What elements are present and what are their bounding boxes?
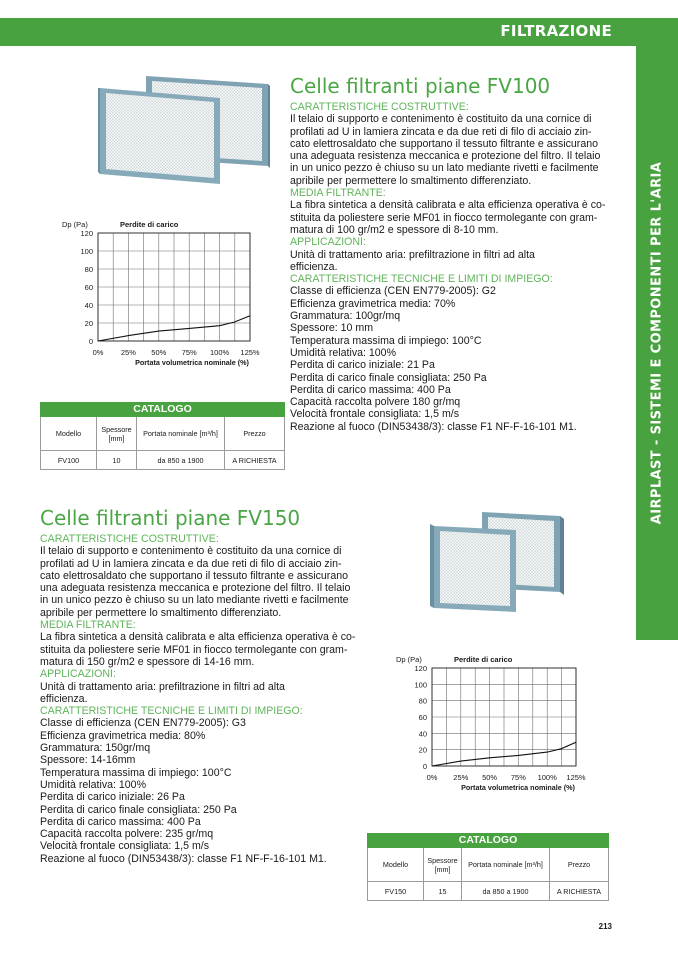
catalog-header-price: Prezzo	[550, 848, 609, 882]
catalog-header-model: Modello	[41, 417, 97, 451]
pressure-drop-chart-fv100	[40, 213, 290, 378]
y-tick-label: 80	[84, 265, 93, 274]
text-line: efficienza.	[40, 692, 88, 705]
catalog-title: CATALOGO	[368, 834, 609, 848]
y-axis-label: Dp (Pa)	[62, 220, 88, 229]
spec-line: Perdita di carico massima: 400 Pa	[40, 815, 201, 828]
text-line: La fibra sintetica a densità calibrata e alta efficienza operativa è co-	[40, 631, 356, 644]
text-line: matura di 100 gr/m2 e spessore di 8-10 mm.	[290, 223, 499, 236]
x-tick-label: 75%	[510, 773, 526, 782]
x-tick-label: 50%	[151, 348, 167, 357]
spec-line: Umidità relativa: 100%	[40, 778, 146, 791]
text-line: cato elettrosaldato che supportano il tessuto filtrante e assicurano	[290, 137, 598, 150]
description-fv100	[290, 101, 620, 433]
y-tick-label: 60	[84, 283, 93, 292]
spec-line: Capacità raccolta polvere 180 gr/mq	[290, 396, 461, 409]
catalog-header-flow: Portata nominale [m³/h]	[137, 417, 225, 451]
chart-title: Perdite di carico	[454, 655, 513, 664]
y-tick-label: 0	[88, 337, 93, 346]
text-line: stituita da poliestere serie MF01 in fiocco termolegante con gram-	[290, 211, 598, 224]
text-line: apribile per permettere lo smaltimento differenziato.	[290, 174, 532, 187]
catalog-cell-price: A RICHIESTA	[550, 882, 609, 901]
y-tick-label: 120	[80, 229, 93, 238]
catalog-cell-price: A RICHIESTA	[225, 451, 285, 470]
heading-filter-media: MEDIA FILTRANTE:	[40, 619, 136, 632]
spec-line: Capacità raccolta polvere: 235 gr/mq	[40, 828, 214, 841]
catalog-header-thickness: Spessore [mm]	[97, 417, 137, 451]
text-line: efficienza.	[290, 260, 338, 273]
catalog-cell-model: FV150	[368, 882, 424, 901]
filter-panel-image-fv100	[98, 74, 270, 186]
spec-line: Reazione al fuoco (DIN53438/3): classe F1 NF-F-16-101 M1.	[40, 852, 327, 865]
heading-applications: APPLICAZIONI:	[40, 668, 116, 681]
y-tick-label: 20	[418, 745, 427, 755]
spec-line: Grammatura: 150gr/mq	[40, 742, 151, 755]
heading-technical: CARATTERISTICHE TECNICHE E LIMITI DI IMPIEGO:	[40, 705, 303, 718]
y-tick-label: 120	[414, 664, 427, 673]
spec-line: Reazione al fuoco (DIN53438/3): classe F1 NF-F-16-101 M1.	[290, 420, 577, 433]
filter-panel-image-fv150	[430, 512, 566, 614]
text-line: Il telaio di supporto e contenimento è costituito da una cornice di	[290, 113, 592, 126]
heading-construction: CARATTERISTICHE COSTRUTTIVE:	[290, 101, 469, 113]
spec-line: Efficienza gravimetrica media: 80%	[40, 729, 206, 742]
spec-line: Velocità frontale consigliata: 1,5 m/s	[290, 408, 460, 421]
description-fv150	[40, 533, 370, 865]
heading-filter-media: MEDIA FILTRANTE:	[290, 187, 386, 200]
spec-line: Perdita di carico iniziale: 26 Pa	[40, 791, 185, 804]
sidebar-text: AIRPLAST - SISTEMI E COMPONENTI PER L'ARIA	[649, 161, 665, 525]
catalog-table-fv150	[367, 833, 609, 901]
text-line: una adeguata resistenza meccanica e protezione del filtro. Il telaio	[40, 582, 351, 595]
pressure-drop-chart-fv150	[390, 652, 640, 802]
spec-line: Efficienza gravimetrica media: 70%	[290, 297, 456, 310]
spec-line: Perdita di carico massima: 400 Pa	[290, 383, 451, 396]
y-tick-label: 0	[422, 762, 427, 771]
y-tick-label: 100	[80, 247, 93, 256]
text-line: Unità di trattamento aria: prefiltrazione in filtri ad alta	[290, 248, 535, 261]
catalog-header-flow: Portata nominale [m³/h]	[462, 848, 550, 882]
x-tick-label: 100%	[210, 348, 230, 357]
y-tick-label: 20	[84, 319, 93, 328]
x-tick-label: 25%	[453, 773, 469, 782]
x-axis-label: Portata volumetrica nominale (%)	[135, 358, 249, 367]
catalog-title: CATALOGO	[41, 403, 285, 417]
catalog-cell-model: FV100	[41, 451, 97, 470]
y-tick-label: 80	[418, 696, 427, 706]
x-tick-label: 25%	[120, 348, 136, 357]
x-tick-label: 125%	[240, 348, 260, 357]
x-tick-label: 50%	[482, 773, 498, 782]
text-line: matura di 150 gr/m2 e spessore di 14-16 mm.	[40, 655, 255, 668]
catalog-cell-flow: da 850 a 1900	[462, 882, 550, 901]
chart-title: Perdite di carico	[120, 220, 179, 229]
y-tick-label: 60	[418, 713, 427, 722]
text-line: profilati ad U in lamiera zincata e da due reti di filo di acciaio zin-	[290, 125, 592, 138]
text-line: La fibra sintetica a densità calibrata e alta efficienza operativa è co-	[290, 199, 606, 212]
heading-applications: APPLICAZIONI:	[290, 236, 366, 249]
spec-line: Perdita di carico iniziale: 21 Pa	[290, 359, 435, 372]
brand-sidebar	[636, 46, 678, 640]
spec-line: Spessore: 14-16mm	[40, 754, 136, 767]
y-tick-label: 40	[418, 729, 427, 739]
spec-line: Perdita di carico finale consigliata: 250 Pa	[290, 371, 487, 384]
text-line: cato elettrosaldato che supportano il tessuto filtrante e assicurano	[40, 569, 348, 582]
text-line: profilati ad U in lamiera zincata e da due reti di filo di acciaio zin-	[40, 557, 342, 570]
text-line: stituita da poliestere serie MF01 in fiocco termolegante con gram-	[40, 643, 348, 656]
spec-line: Temperatura massima di impiego: 100°C	[40, 766, 232, 779]
x-tick-label: 0%	[92, 348, 104, 357]
x-tick-label: 75%	[181, 348, 197, 357]
spec-line: Umidità relativa: 100%	[290, 346, 396, 359]
catalog-cell-thickness: 10	[97, 451, 137, 470]
spec-line: Spessore: 10 mm	[290, 322, 374, 335]
x-tick-label: 100%	[537, 773, 557, 782]
y-tick-label: 100	[414, 680, 427, 690]
y-axis-label: Dp (Pa)	[396, 655, 422, 664]
catalog-table-fv100	[40, 402, 285, 470]
catalog-header-price: Prezzo	[225, 417, 285, 451]
catalog-header-model: Modello	[368, 848, 424, 882]
section-title: FILTRAZIONE	[500, 22, 612, 40]
text-line: una adeguata resistenza meccanica e protezione del filtro. Il telaio	[290, 150, 601, 163]
product-title-fv100: Celle filtranti piane FV100	[290, 74, 551, 98]
product-title-fv150: Celle filtranti piane FV150	[40, 506, 301, 530]
spec-line: Velocità frontale consigliata: 1,5 m/s	[40, 840, 210, 853]
chart-svg-fv100	[40, 213, 290, 373]
x-tick-label: 125%	[566, 773, 586, 782]
text-line: apribile per permettere lo smaltimento differenziato.	[40, 606, 282, 619]
y-tick-label: 40	[84, 301, 93, 310]
catalog-header-thickness: Spessore [mm]	[424, 848, 462, 882]
catalog-cell-thickness: 15	[424, 882, 462, 901]
spec-line: Classe di efficienza (CEN EN779-2005): G2	[290, 285, 496, 298]
heading-construction: CARATTERISTICHE COSTRUTTIVE:	[40, 533, 219, 545]
page-number: 213	[598, 922, 612, 931]
chart-svg-fv150	[390, 652, 640, 797]
spec-line: Perdita di carico finale consigliata: 250 Pa	[40, 803, 237, 816]
x-tick-label: 0%	[426, 773, 438, 782]
spec-line: Temperatura massima di impiego: 100°C	[290, 334, 482, 347]
spec-line: Grammatura: 100gr/mq	[290, 310, 401, 323]
heading-technical: CARATTERISTICHE TECNICHE E LIMITI DI IMPIEGO:	[290, 273, 553, 286]
spec-line: Classe di efficienza (CEN EN779-2005): G3	[40, 717, 246, 730]
section-header-bar	[0, 18, 678, 46]
text-line: in un unico pezzo è chiuso su un lato mediante rivetti e facilmente	[40, 594, 349, 607]
catalog-cell-flow: da 850 a 1900	[137, 451, 225, 470]
x-axis-label: Portata volumetrica nominale (%)	[461, 783, 575, 792]
text-line: in un unico pezzo è chiuso su un lato mediante rivetti e facilmente	[290, 162, 599, 175]
text-line: Il telaio di supporto e contenimento è costituito da una cornice di	[40, 545, 342, 558]
text-line: Unità di trattamento aria: prefiltrazione in filtri ad alta	[40, 680, 285, 693]
